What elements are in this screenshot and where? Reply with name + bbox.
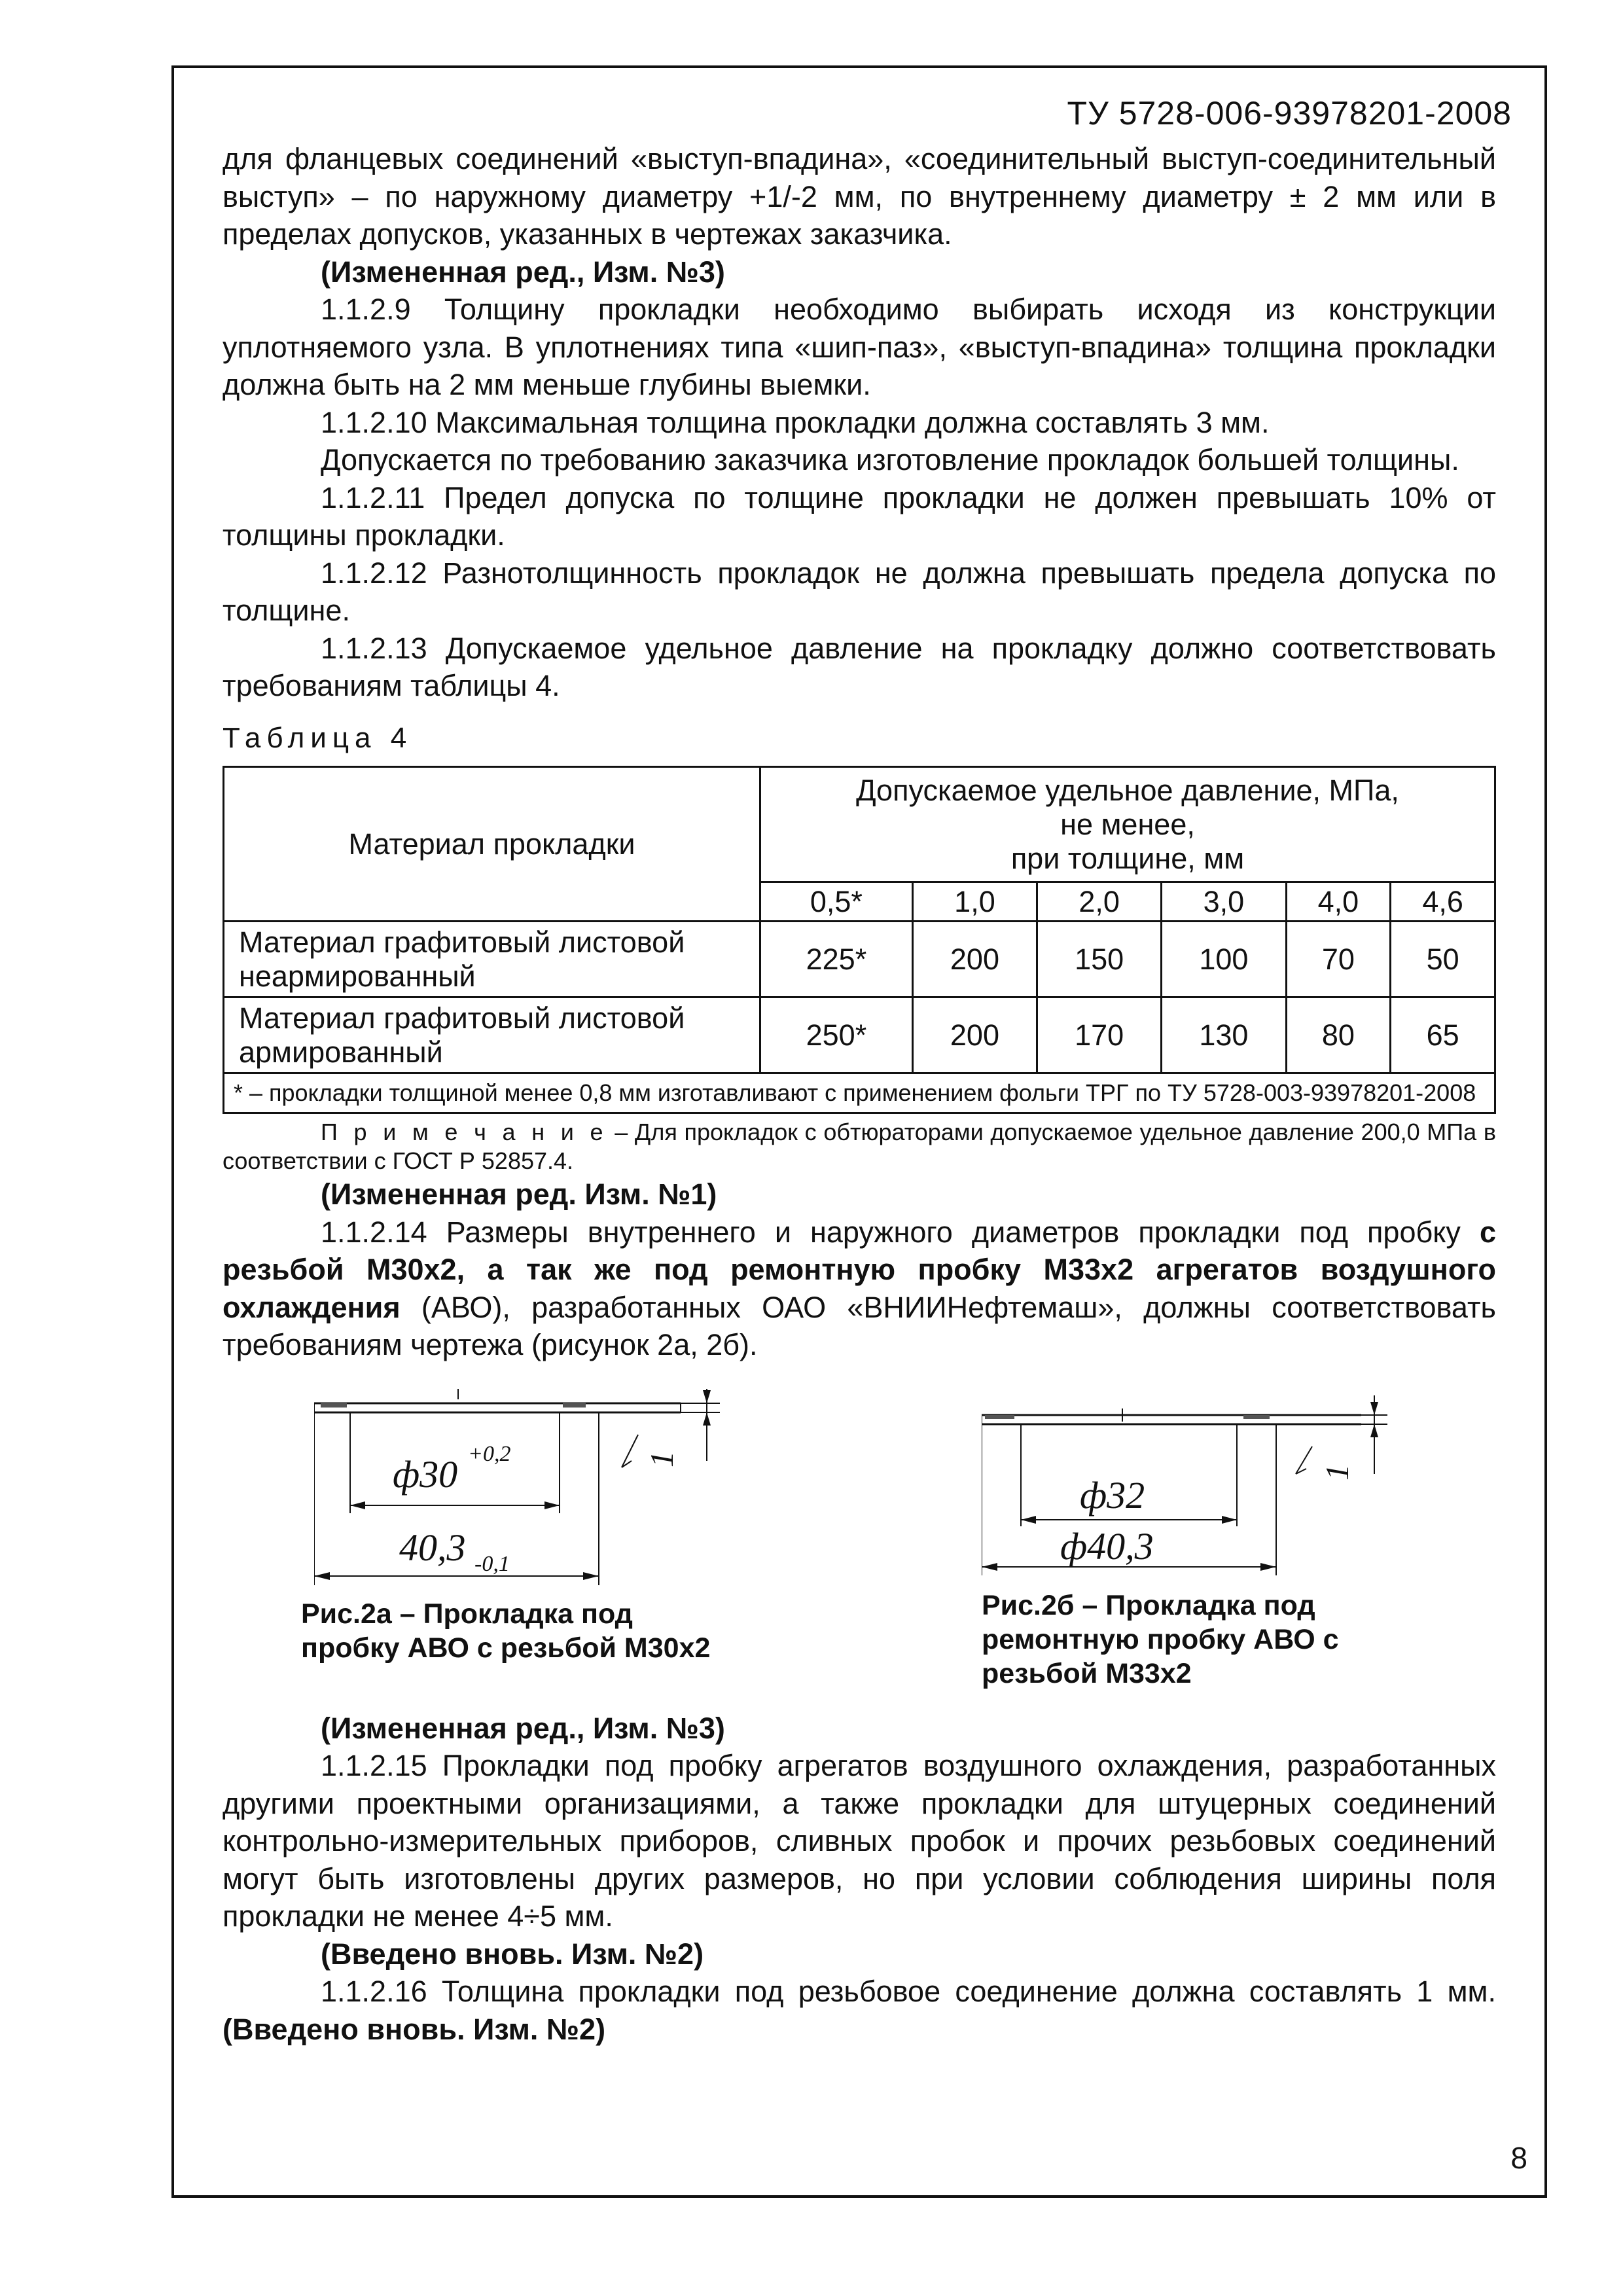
p14-bold: с резьбой М30х2, а так же под ремонтную пробку М33х2 агрегатов воздушного охлаждения — [223, 1215, 1496, 1324]
header-pressure-line1: Допускаемое удельное давление, МПа, — [856, 773, 1399, 807]
paragraph-1-1-2-11: 1.1.2.11 Предел допуска по толщине прокладки не должен превышать 10% от толщины прокладки. — [223, 480, 1496, 552]
content — [223, 140, 1496, 2048]
p14-text-2: (АВО), разработанных ОАО «ВНИИНефтемаш», должны соответствовать требованиям чертежа (рисунок 2а, 2б). — [223, 1290, 1496, 1361]
change-note-3: (Измененная ред., Изм. №3) — [321, 255, 725, 289]
table-row — [224, 997, 1495, 1073]
value-cell: 100 — [1162, 922, 1286, 997]
thickness-header: 4,0 — [1286, 882, 1391, 922]
header-pressure — [760, 767, 1495, 882]
fig2b-thickness: 1 — [1319, 1463, 1355, 1480]
p14-text-1: 1.1.2.14 Размеры внутреннего и наружного диаметров прокладки под пробку — [321, 1215, 1480, 1249]
thickness-header: 2,0 — [1037, 882, 1162, 922]
paragraph-1-1-2-10: 1.1.2.10 Максимальная толщина прокладки должна составлять 3 мм. — [321, 405, 1270, 439]
header-pressure-line2: не менее, — [1060, 807, 1195, 841]
paragraph-1-1-2-9: 1.1.2.9 Толщину прокладки необходимо выбирать исходя из конструкции уплотняемого узла. В уплотнениях типа «шип-паз», «выступ-впадина» толщина прокладки должна быть на 2 мм меньше глубины выемки. — [223, 293, 1496, 401]
fig2b-outer-dim: ф40,3 — [1060, 1524, 1154, 1568]
fig2a-caption-line1: Рис.2а – Прокладка под — [301, 1598, 633, 1630]
paragraph-1-1-2-12: 1.1.2.12 Разнотолщинность прокладок не должна превышать предела допуска по толщине. — [223, 556, 1496, 627]
paragraph-1-1-2-14 — [223, 1213, 1496, 1364]
material-cell: Материал графитовый листовой армированный — [224, 997, 760, 1073]
value-cell: 130 — [1162, 997, 1286, 1073]
value-cell: 170 — [1037, 997, 1162, 1073]
value-cell: 200 — [912, 997, 1037, 1073]
value-cell: 50 — [1391, 922, 1495, 997]
value-cell: 200 — [912, 922, 1037, 997]
paragraph-1-1-2-13: 1.1.2.13 Допускаемое удельное давление на прокладку должно соответствовать требованиям таблицы 4. — [223, 631, 1496, 702]
value-cell: 80 — [1286, 997, 1391, 1073]
page-number: 8 — [1510, 2141, 1527, 2175]
fig2a-thickness: 1 — [643, 1450, 680, 1467]
change-note-3b: (Измененная ред., Изм. №3) — [321, 1711, 725, 1745]
header-pressure-line3: при толщине, мм — [1010, 841, 1245, 875]
new-note-2b: (Введено вновь. Изм. №2) — [223, 2012, 606, 2046]
fig2b-inner-dim: ф32 — [1080, 1473, 1145, 1516]
paragraph-flange: для фланцевых соединений «выступ-впадина», «соединительный выступ-соединительный выступ» – по наружному диаметру +1/-2 мм, по внутреннему диаметру ± 2 мм или в пределах допусков, указанных в чертежах заказчика. — [223, 142, 1496, 251]
value-cell: 150 — [1037, 922, 1162, 997]
figures-area — [223, 1369, 1496, 1689]
thickness-header: 3,0 — [1162, 882, 1286, 922]
document-code: ТУ 5728-006-93978201-2008 — [1067, 95, 1512, 132]
value-cell: 70 — [1286, 922, 1391, 997]
table-row — [224, 922, 1495, 997]
fig2a-caption-line2: пробку АВО с резьбой М30х2 — [301, 1632, 711, 1664]
note-label: П р и м е ч а н и е — [321, 1119, 608, 1145]
header-material: Материал прокладки — [224, 767, 760, 922]
fig2a-inner-dim: ф30 — [393, 1452, 458, 1496]
fig2b-caption-line3: резьбой М33х2 — [982, 1657, 1192, 1689]
thickness-header: 4,6 — [1391, 882, 1495, 922]
fig2a-outer-tol: -0,1 — [474, 1551, 510, 1576]
value-cell: 225* — [760, 922, 913, 997]
figure-2a-caption — [301, 1597, 710, 1665]
p16-text: 1.1.2.16 Толщина прокладки под резьбовое соединение должна составлять 1 мм. — [321, 1975, 1496, 2008]
value-cell: 250* — [760, 997, 913, 1073]
fig2a-outer-dim: 40,3 — [399, 1526, 466, 1569]
table-caption: Таблица 4 — [223, 721, 413, 754]
new-note-2: (Введено вновь. Изм. №2) — [321, 1937, 704, 1971]
table-note — [223, 1118, 1496, 1175]
note-text: – Для прокладок с обтюраторами допускаемое удельное давление 200,0 МПа в соответствии с ГОСТ Р 52857.4. — [223, 1119, 1496, 1174]
fig2a-inner-tol: +0,2 — [468, 1441, 511, 1466]
change-note-1: (Измененная ред. Изм. №1) — [321, 1177, 717, 1211]
paragraph-allowance: Допускается по требованию заказчика изготовление прокладок большей толщины. — [321, 443, 1459, 476]
table-footnote-row — [224, 1073, 1495, 1113]
figure-2b-drawing — [982, 1395, 1400, 1605]
material-cell: Материал графитовый листовой неармированный — [224, 922, 760, 997]
thickness-header: 1,0 — [912, 882, 1037, 922]
table-4 — [223, 766, 1496, 1114]
fig2b-caption-line2: ремонтную пробку АВО с — [982, 1623, 1339, 1655]
table-footnote: * – прокладки толщиной менее 0,8 мм изготавливают с применением фольги ТРГ по ТУ 5728-003-93978201-2008 — [224, 1073, 1495, 1113]
thickness-header: 0,5* — [760, 882, 913, 922]
paragraph-1-1-2-16 — [223, 1973, 1496, 2048]
page-frame — [171, 65, 1547, 2198]
figure-2b-caption — [982, 1588, 1339, 1691]
figure-2a-drawing — [314, 1389, 733, 1605]
fig2b-caption-line1: Рис.2б – Прокладка под — [982, 1589, 1315, 1621]
value-cell: 65 — [1391, 997, 1495, 1073]
paragraph-1-1-2-15: 1.1.2.15 Прокладки под пробку агрегатов воздушного охлаждения, разработанных другими проектными организациями, а также прокладки для штуцерных соединений контрольно-измерительных приборов, сливных пробок и прочих резьбовых соединений могут быть изготовлены других размеров, но при условии соблюдения ширины поля прокладки не менее 4÷5 мм. — [223, 1749, 1496, 1933]
